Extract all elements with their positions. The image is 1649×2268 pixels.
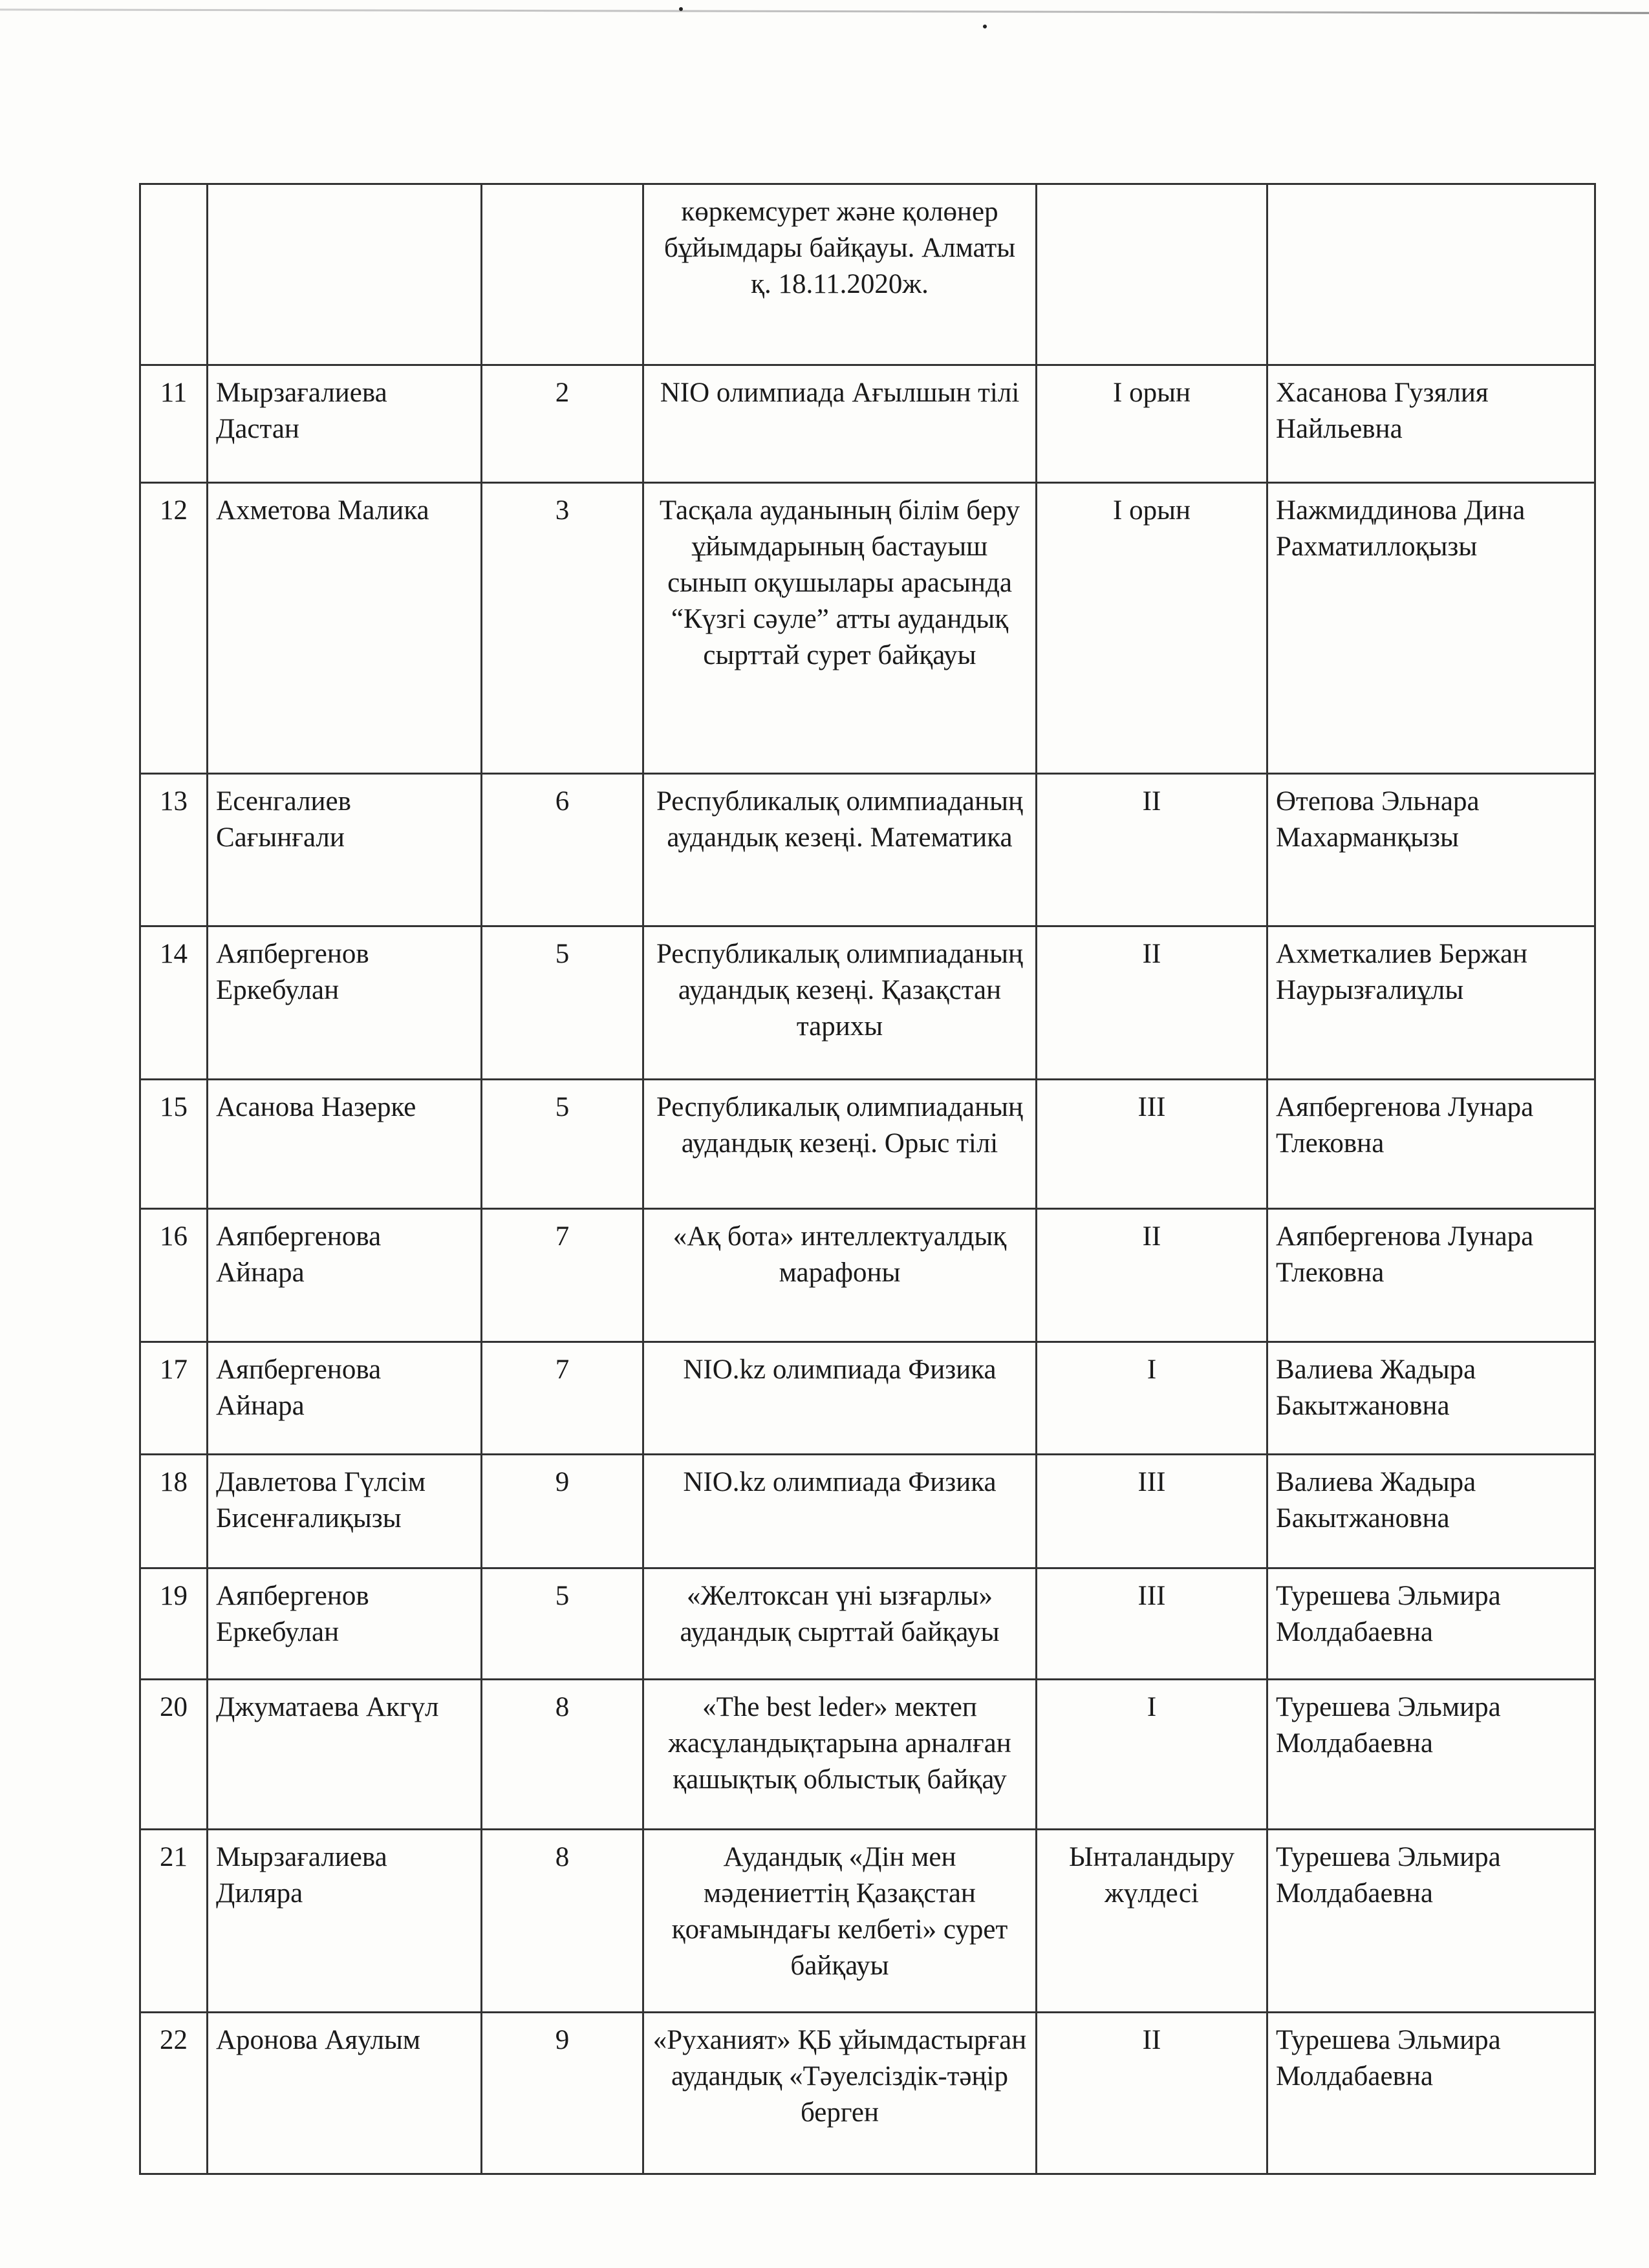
- teacher-name: [1267, 184, 1595, 365]
- grade: 9: [482, 1455, 643, 1568]
- awards-table: [139, 183, 1596, 2175]
- event-name: «Желтоксан үні ызғарлы» аудандық сырттай байқауы: [643, 1568, 1037, 1680]
- row-number: 11: [140, 365, 208, 483]
- event-name: Республикалық олимпиаданың аудандық кезеңі. Қазақстан тарихы: [643, 926, 1037, 1080]
- event-name: көркемсурет және қолөнер бұйымдары байқауы. Алматы қ. 18.11.2020ж.: [643, 184, 1037, 365]
- grade: 5: [482, 1568, 643, 1680]
- grade: 9: [482, 2013, 643, 2174]
- event-name: Республикалық олимпиаданың аудандық кезеңі. Математика: [643, 774, 1037, 926]
- table-row: [140, 184, 1595, 365]
- grade: 8: [482, 1680, 643, 1830]
- row-number: 22: [140, 2013, 208, 2174]
- table-row: [140, 926, 1595, 1080]
- student-name: Ахметова Малика: [208, 483, 482, 774]
- row-number: 15: [140, 1080, 208, 1209]
- student-name: Аяпбергенова Айнара: [208, 1209, 482, 1342]
- row-number: 13: [140, 774, 208, 926]
- place: І: [1037, 1342, 1267, 1455]
- row-number: [140, 184, 208, 365]
- event-name: NIO.kz олимпиада Физика: [643, 1342, 1037, 1455]
- event-name: NIO олимпиада Ағылшын тілі: [643, 365, 1037, 483]
- row-number: 19: [140, 1568, 208, 1680]
- table-row: [140, 774, 1595, 926]
- table-row: [140, 2013, 1595, 2174]
- teacher-name: Ахметкалиев Бержан Наурызғалиұлы: [1267, 926, 1595, 1080]
- place: ІІІ: [1037, 1455, 1267, 1568]
- row-number: 20: [140, 1680, 208, 1830]
- teacher-name: Турешева Эльмира Молдабаевна: [1267, 2013, 1595, 2174]
- student-name: Давлетова Гүлсім Бисенғалиқызы: [208, 1455, 482, 1568]
- grade: 7: [482, 1342, 643, 1455]
- student-name: Аяпбергенов Еркебулан: [208, 1568, 482, 1680]
- row-number: 21: [140, 1830, 208, 2013]
- row-number: 17: [140, 1342, 208, 1455]
- grade: 6: [482, 774, 643, 926]
- table-row: [140, 1680, 1595, 1830]
- event-name: Тасқала ауданының білім беру ұйымдарының бастауыш сынып оқушылары арасында “Күзгі сәуле” атты аудандық сырттай сурет байқауы: [643, 483, 1037, 774]
- place: ІІІ: [1037, 1568, 1267, 1680]
- table-row: [140, 483, 1595, 774]
- student-name: Аронова Аяулым: [208, 2013, 482, 2174]
- table-row: [140, 1455, 1595, 1568]
- student-name: Есенгалиев Сағынғали: [208, 774, 482, 926]
- place: І орын: [1037, 365, 1267, 483]
- grade: 2: [482, 365, 643, 483]
- student-name: Джуматаева Акгүл: [208, 1680, 482, 1830]
- teacher-name: Аяпбергенова Лунара Тлековна: [1267, 1209, 1595, 1342]
- event-name: Республикалық олимпиаданың аудандық кезеңі. Орыс тілі: [643, 1080, 1037, 1209]
- scan-edge-line: [0, 8, 1649, 14]
- teacher-name: Аяпбергенова Лунара Тлековна: [1267, 1080, 1595, 1209]
- student-name: Мырзағалиева Диляра: [208, 1830, 482, 2013]
- teacher-name: Өтепова Эльнара Махарманқызы: [1267, 774, 1595, 926]
- event-name: «The best leder» мектеп жасұландықтарына арналған қашықтық облыстық байқау: [643, 1680, 1037, 1830]
- place: І: [1037, 1680, 1267, 1830]
- place: ІІ: [1037, 2013, 1267, 2174]
- student-name: Асанова Назерке: [208, 1080, 482, 1209]
- student-name: [208, 184, 482, 365]
- place: ІІ: [1037, 1209, 1267, 1342]
- teacher-name: Турешева Эльмира Молдабаевна: [1267, 1680, 1595, 1830]
- grade: 3: [482, 483, 643, 774]
- event-name: Аудандық «Дін мен мәдениеттің Қазақстан қоғамындағы келбеті» сурет байқауы: [643, 1830, 1037, 2013]
- event-name: NIO.kz олимпиада Физика: [643, 1455, 1037, 1568]
- place: ІІ: [1037, 774, 1267, 926]
- teacher-name: Хасанова Гузялия Найльевна: [1267, 365, 1595, 483]
- grade: 5: [482, 1080, 643, 1209]
- teacher-name: Турешева Эльмира Молдабаевна: [1267, 1830, 1595, 2013]
- grade: 7: [482, 1209, 643, 1342]
- table-row: [140, 1568, 1595, 1680]
- row-number: 16: [140, 1209, 208, 1342]
- place: ІІ: [1037, 926, 1267, 1080]
- row-number: 18: [140, 1455, 208, 1568]
- student-name: Аяпбергенов Еркебулан: [208, 926, 482, 1080]
- teacher-name: Турешева Эльмира Молдабаевна: [1267, 1568, 1595, 1680]
- place: Ынталандыру жүлдесі: [1037, 1830, 1267, 2013]
- student-name: Мырзағалиева Дастан: [208, 365, 482, 483]
- table-row: [140, 365, 1595, 483]
- scan-speck: [679, 7, 683, 11]
- place: [1037, 184, 1267, 365]
- teacher-name: Валиева Жадыра Бакытжановна: [1267, 1455, 1595, 1568]
- scan-speck: [983, 25, 987, 28]
- grade: 5: [482, 926, 643, 1080]
- row-number: 12: [140, 483, 208, 774]
- table-row: [140, 1209, 1595, 1342]
- row-number: 14: [140, 926, 208, 1080]
- teacher-name: Валиева Жадыра Бакытжановна: [1267, 1342, 1595, 1455]
- teacher-name: Нажмиддинова Дина Рахматиллоқызы: [1267, 483, 1595, 774]
- place: І орын: [1037, 483, 1267, 774]
- grade: [482, 184, 643, 365]
- event-name: «Руханият» ҚБ ұйымдастырған аудандық «Тәуелсіздік-тәңір берген: [643, 2013, 1037, 2174]
- place: ІІІ: [1037, 1080, 1267, 1209]
- table-row: [140, 1830, 1595, 2013]
- event-name: «Ақ бота» интеллектуалдық марафоны: [643, 1209, 1037, 1342]
- student-name: Аяпбергенова Айнара: [208, 1342, 482, 1455]
- table-row: [140, 1080, 1595, 1209]
- table-row: [140, 1342, 1595, 1455]
- grade: 8: [482, 1830, 643, 2013]
